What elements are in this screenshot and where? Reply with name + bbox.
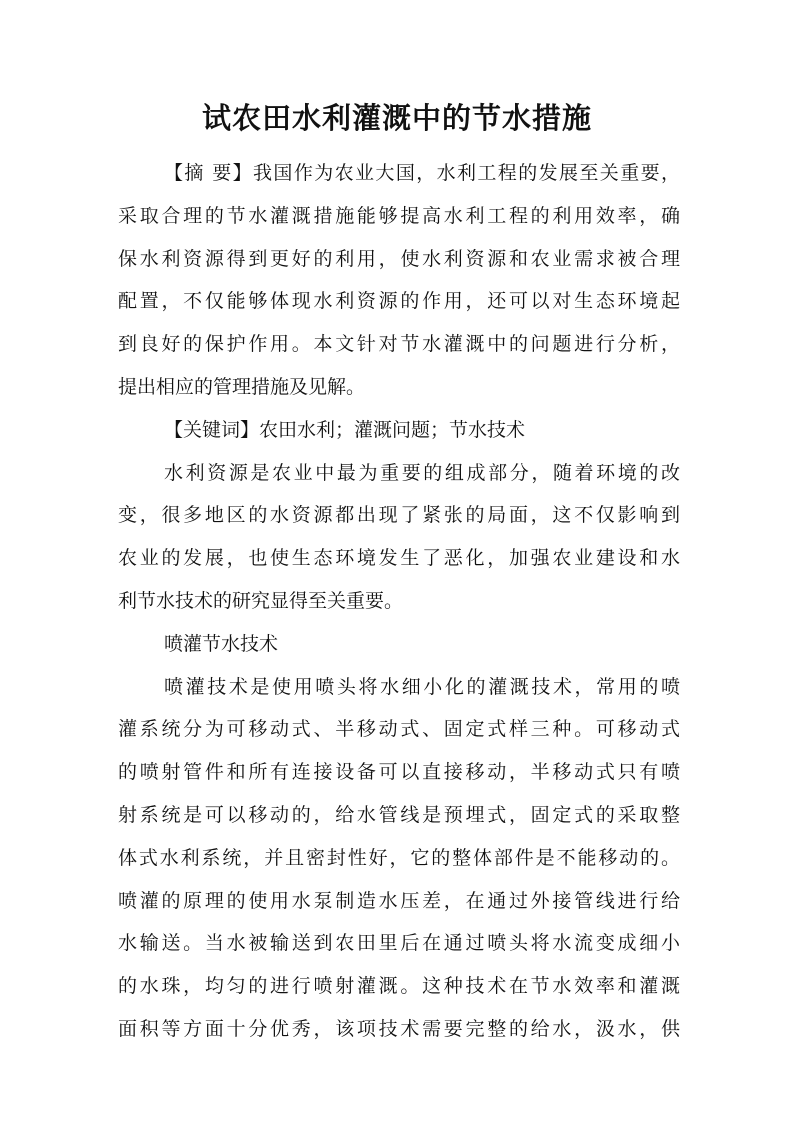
section-line-9: 面积等方面十分优秀，该项技术需要完整的给水，汲水，供 bbox=[118, 1017, 680, 1040]
document-body bbox=[118, 152, 680, 1051]
document-title: 试农田水利灌溉中的节水措施 bbox=[201, 101, 592, 135]
section-line-5: 体式水利系统，并且密封性好，它的整体部件是不能移动的。 bbox=[118, 846, 680, 869]
abstract-line-3: 保水利资源得到更好的利用，使水利资源和农业需求被合理 bbox=[118, 247, 680, 270]
section-line-1: 喷灌技术是使用喷头将水细小化的灌溉技术，常用的喷 bbox=[164, 675, 680, 698]
abstract-line-6: 提出相应的管理措施及见解。 bbox=[118, 375, 366, 398]
section-line-4: 射系统是可以移动的，给水管线是预埋式，固定式的采取整 bbox=[118, 803, 680, 826]
intro-line-3: 农业的发展，也使生态环境发生了恶化，加强农业建设和水 bbox=[118, 547, 680, 570]
keywords-line: 【关键词】农田水利；灌溉问题；节水技术 bbox=[164, 418, 526, 441]
section-line-8: 的水珠，均匀的进行喷射灌溉。这种技术在节水效率和灌溉 bbox=[118, 975, 680, 998]
abstract-line-5: 到良好的保护作用。本文针对节水灌溉中的问题进行分析， bbox=[118, 333, 680, 356]
abstract-line-2: 采取合理的节水灌溉措施能够提高水利工程的利用效率，确 bbox=[118, 204, 680, 227]
intro-line-2: 变，很多地区的水资源都出现了紧张的局面，这不仅影响到 bbox=[118, 504, 680, 527]
section-line-7: 水输送。当水被输送到农田里后在通过喷头将水流变成细小 bbox=[118, 932, 680, 955]
section-heading: 喷灌节水技术 bbox=[164, 632, 279, 655]
intro-line-1: 水利资源是农业中最为重要的组成部分，随着环境的改 bbox=[164, 461, 680, 484]
abstract-line-1: 【摘 要】我国作为农业大国，水利工程的发展至关重要， bbox=[164, 162, 680, 184]
section-line-3: 的喷射管件和所有连接设备可以直接移动，半移动式只有喷 bbox=[118, 761, 680, 784]
intro-line-4: 利节水技术的研究显得至关重要。 bbox=[118, 589, 404, 612]
abstract-line-4: 配置，不仅能够体现水利资源的作用，还可以对生态环境起 bbox=[118, 290, 680, 313]
section-line-6: 喷灌的原理的使用水泵制造水压差，在通过外接管线进行给 bbox=[118, 889, 680, 912]
section-line-2: 灌系统分为可移动式、半移动式、固定式样三种。可移动式 bbox=[118, 718, 680, 741]
